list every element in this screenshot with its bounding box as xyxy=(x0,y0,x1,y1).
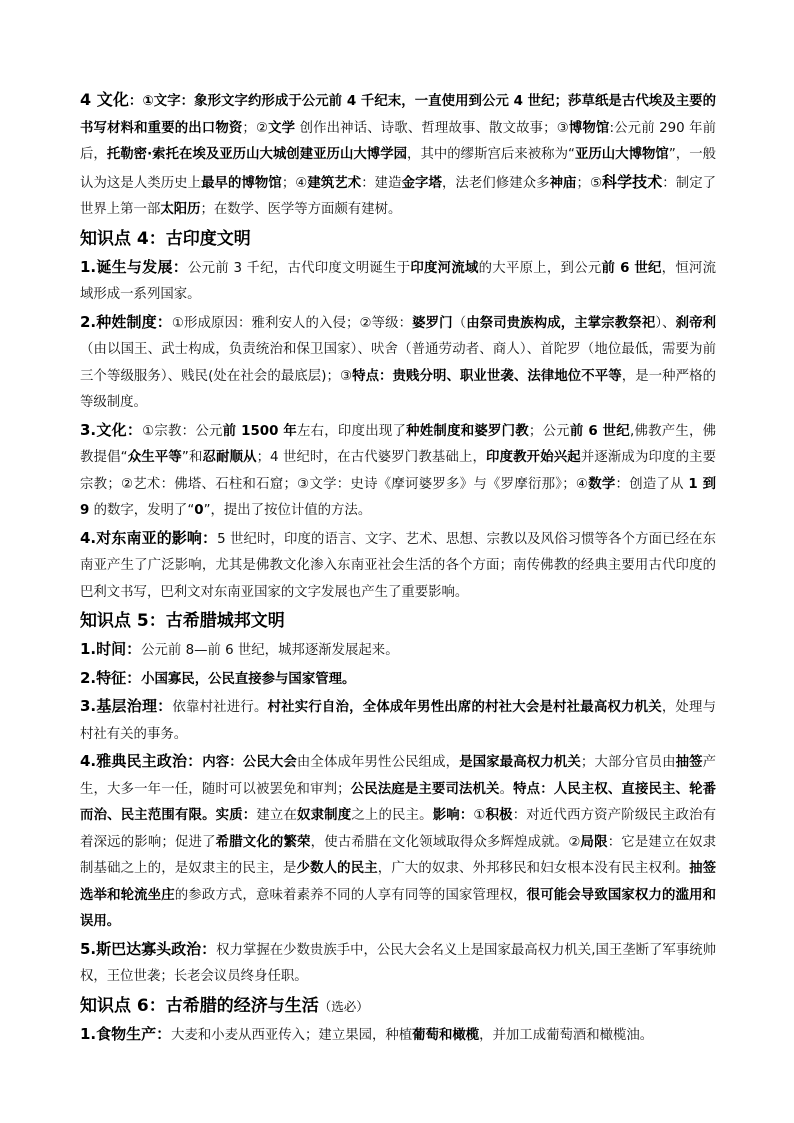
papyrus-text: 莎草纸是古代埃及主要的书写材料和重要的出口物资 xyxy=(80,94,716,136)
heading-note: （选必） xyxy=(318,998,369,1014)
text-run: ，广大的奴隶、外邦移民和妇女根本没有民主权利。 xyxy=(377,861,690,876)
text-run: 托勒密·索托在埃及亚历山大城创建亚历山大博学园 xyxy=(106,147,408,162)
text-run: ，使古希腊在文化领域取得众多辉煌成就。② xyxy=(310,834,581,850)
text-run: 刹帝利 xyxy=(675,315,717,331)
text-run: （ xyxy=(452,315,467,331)
text-run: ；② xyxy=(242,120,269,136)
text-run: 创作出神话、诗歌、哲理故事、散文故事；③ xyxy=(295,120,569,136)
paragraph-lead: 3.基层治理： xyxy=(80,697,173,715)
text-run: ：建造 xyxy=(361,175,402,191)
text-run: ；在数学、医学等方面颇有建树。 xyxy=(200,202,402,217)
text-run: 博物馆 xyxy=(568,120,610,136)
text-run: 5 世纪时，印度的语言、文字、艺术、思想、宗教以及风俗习惯等各个方面已经在东南亚产生了广泛影响，尤其是佛教文化渗入东南亚社会生活的各个方面；南传佛教的经典主要用古代印度的巴利文书写，巴利文对东南亚国家的文字发展也产生了重要影响。 xyxy=(80,531,716,600)
text-run: 很可能会导致国家权力的滥用和误用。 xyxy=(80,887,717,929)
text-run: 神庙 xyxy=(549,175,577,191)
text-run: ；公元 xyxy=(528,423,570,439)
text-run: 婆罗门 xyxy=(412,315,453,331)
text-run: ，法老们修建众多 xyxy=(441,175,550,191)
text-run: ；④ xyxy=(281,175,308,191)
text-run: 文学 xyxy=(268,120,296,136)
greece-athens-paragraph xyxy=(80,748,716,936)
culture-colon: ：①文字：象形文字约形成于公元前 4 千纪末，一直使用到公元 4 世纪； xyxy=(128,94,568,109)
text-run: 影响： xyxy=(432,808,474,823)
text-run: 前 6 世纪 xyxy=(601,260,662,276)
text-run: 前 6 世纪 xyxy=(569,423,630,439)
text-run: 最早的博物馆 xyxy=(201,175,282,191)
text-run: 希腊文化的繁荣 xyxy=(215,834,311,850)
text-run: 印度河流域 xyxy=(410,260,479,276)
text-run: 抽签 xyxy=(675,755,703,770)
greece-grassroots-paragraph xyxy=(80,693,716,748)
text-run: 是国家最高权力机关 xyxy=(459,755,581,770)
text-run: ，是一种严格的等级制度。 xyxy=(80,368,717,410)
heading-knowledge-point-4: 知识点 4：古印度文明 xyxy=(80,228,251,249)
text-run: 公元前 3 千纪，古代印度文明诞生于 xyxy=(187,260,411,276)
text-run: 的大平原上，到公元 xyxy=(478,260,602,276)
text-run: ，处理与村社有关的事务。 xyxy=(80,700,717,742)
text-run: :公元前 290 年前后， xyxy=(80,120,717,162)
text-run: 建筑艺术 xyxy=(307,175,362,191)
text-run: ：制定了世界上第一部 xyxy=(80,175,717,217)
heading-knowledge-point-6 xyxy=(80,993,716,1020)
text-run: 太阳历 xyxy=(160,202,201,217)
text-run: 特点：人民主权、直接民主、轮番而治、民主范围有限。实质： xyxy=(80,781,717,823)
text-run: ：对近代西方资产阶级民主政治有着深远的影响；促进了 xyxy=(80,808,717,850)
paragraph-lead: 1.诞生与发展： xyxy=(80,257,188,276)
text-run: 葡萄和橄榄 xyxy=(412,1027,480,1043)
text-run: ”和 xyxy=(181,450,203,465)
text-run: 。 xyxy=(499,781,514,797)
text-run: 依靠村社进行。 xyxy=(172,700,268,715)
text-run: 由全体成年男性公民组成， xyxy=(296,755,460,770)
paragraph-lead: 1.食物生产： xyxy=(80,1024,172,1043)
text-run: 抽签选举和轮流坐庄 xyxy=(80,861,717,903)
text-run: ，其中的缪斯宫后来被称为“ xyxy=(407,147,575,162)
india-caste-paragraph xyxy=(80,309,716,417)
text-run: 1 到 9 xyxy=(80,476,716,518)
text-run: ”，一般认为这是人类历史上 xyxy=(80,147,717,191)
text-run: 前 1500 年 xyxy=(222,423,297,439)
text-run: ,佛教产生，佛教提倡“ xyxy=(80,423,717,465)
text-run: 0 xyxy=(194,503,204,518)
paragraph-lead: 2.特征： xyxy=(80,668,142,687)
paragraph-lead: 5.斯巴达寡头政治： xyxy=(80,939,217,958)
text-run: 的参政方式，意味着素养不同的人享有同等的国家管理权， xyxy=(174,887,527,903)
text-run: ；大部分官员由 xyxy=(580,755,676,770)
text-run: 科学技术 xyxy=(602,172,663,191)
text-run: ① xyxy=(473,808,486,823)
text-run: 由祭司贵族构成，主掌宗教祭祀 xyxy=(466,315,656,331)
paragraph-lead: 1.时间： xyxy=(80,640,142,658)
text-run: ，恒河流域形成一系列国家。 xyxy=(80,260,717,302)
text-run: 建立在 xyxy=(256,808,298,823)
text-run: 内容： xyxy=(202,755,243,770)
heading-knowledge-point-5: 知识点 5：古希腊城邦文明 xyxy=(80,611,285,631)
text-run: 公民大会 xyxy=(242,755,297,770)
culture-lead: 4 文化 xyxy=(80,90,129,109)
text-run: 印度教开始兴起 xyxy=(486,450,581,465)
text-run: 村社实行自治，全体成年男性出席的村社大会是村社最高权力机关 xyxy=(267,700,662,715)
text-run: ①形成原因：雅利安人的入侵；②等级： xyxy=(171,315,413,331)
india-culture-paragraph xyxy=(80,417,716,525)
greece-time-paragraph xyxy=(80,636,716,665)
text-run: 产生，大多一年一任，随时可以被罢免和审判； xyxy=(80,755,717,797)
paragraph-lead: 2.种姓制度： xyxy=(80,312,172,331)
text-run: 公元前 8—前 6 世纪，城邦逐渐发展起来。 xyxy=(141,643,399,658)
text-run: 并逐渐成为印度的主要宗教；②艺术：佛塔、石柱和石窟；③文学：史诗《摩诃婆罗多》与《罗摩衍那》；④ xyxy=(80,450,717,492)
text-run: 积极 xyxy=(485,808,513,823)
text-run: ；4 世纪时，在古代婆罗门教基础上， xyxy=(256,450,487,465)
text-run: 公民法庭是主要司法机关 xyxy=(350,781,500,797)
text-run: 之上的民主。 xyxy=(351,808,433,823)
greece-feature-paragraph xyxy=(80,665,716,694)
text-run: ：创造了从 xyxy=(615,476,689,492)
text-run: ①宗教：公元 xyxy=(142,423,223,439)
text-run: 小国寡民，公民直接参与国家管理。 xyxy=(141,671,356,687)
india-origin-paragraph xyxy=(80,254,716,309)
india-southeast-asia-paragraph xyxy=(80,525,716,607)
text-run: 数学 xyxy=(588,476,616,492)
text-run: 左右，印度出现了 xyxy=(297,423,407,439)
text-run: ：它是建立在奴隶制基础之上的，是奴隶主的民主，是 xyxy=(80,834,717,876)
paragraph-lead: 4.雅典民主政治： xyxy=(80,752,203,770)
greece-sparta-paragraph xyxy=(80,936,716,991)
text-run: ）、 xyxy=(655,315,676,331)
text-run: （由以国王、武士构成，负责统治和保卫国家）、吠舍（普通劳动者、商人）、首陀罗（地位最低，需要为前三个等级服务）、贱民(处在社会的最底层)；③ xyxy=(80,342,716,384)
text-run: 忍耐顺从 xyxy=(202,450,257,465)
paragraph-lead: 3.文化： xyxy=(80,420,143,439)
text-run: 特点：贵贱分明、职业世袭、法律地位不平等 xyxy=(352,368,622,384)
text-run: ”，提出了按位计值的方法。 xyxy=(203,503,372,518)
text-run: 的数字，发明了“ xyxy=(89,503,195,518)
text-run: 权力掌握在少数贵族手中，公民大会名义上是国家最高权力机关,国王垄断了军事统帅权，王位世袭；长老会议员终身任职。 xyxy=(80,942,716,984)
culture-paragraph xyxy=(80,87,716,224)
text-run: 种姓制度和婆罗门教 xyxy=(406,423,529,439)
text-run: ；⑤ xyxy=(576,175,603,191)
text-run: 众生平等 xyxy=(127,450,182,465)
document-body xyxy=(80,87,716,1049)
text-run: 少数人的民主 xyxy=(296,861,378,876)
paragraph-lead: 4.对东南亚的影响： xyxy=(80,528,218,547)
text-run: 金字塔 xyxy=(401,175,442,191)
heading-text: 知识点 6：古希腊的经济与生活 xyxy=(80,995,319,1016)
text-run: ，并加工成葡萄酒和橄榄油。 xyxy=(479,1027,654,1043)
text-run: 局限 xyxy=(580,834,608,850)
text-run: 大麦和小麦从西亚传入；建立果园，种植 xyxy=(171,1027,413,1043)
text-run: 亚历山大博物馆 xyxy=(574,147,669,162)
text-run: 奴隶制度 xyxy=(297,808,352,823)
greece-food-paragraph xyxy=(80,1021,716,1050)
